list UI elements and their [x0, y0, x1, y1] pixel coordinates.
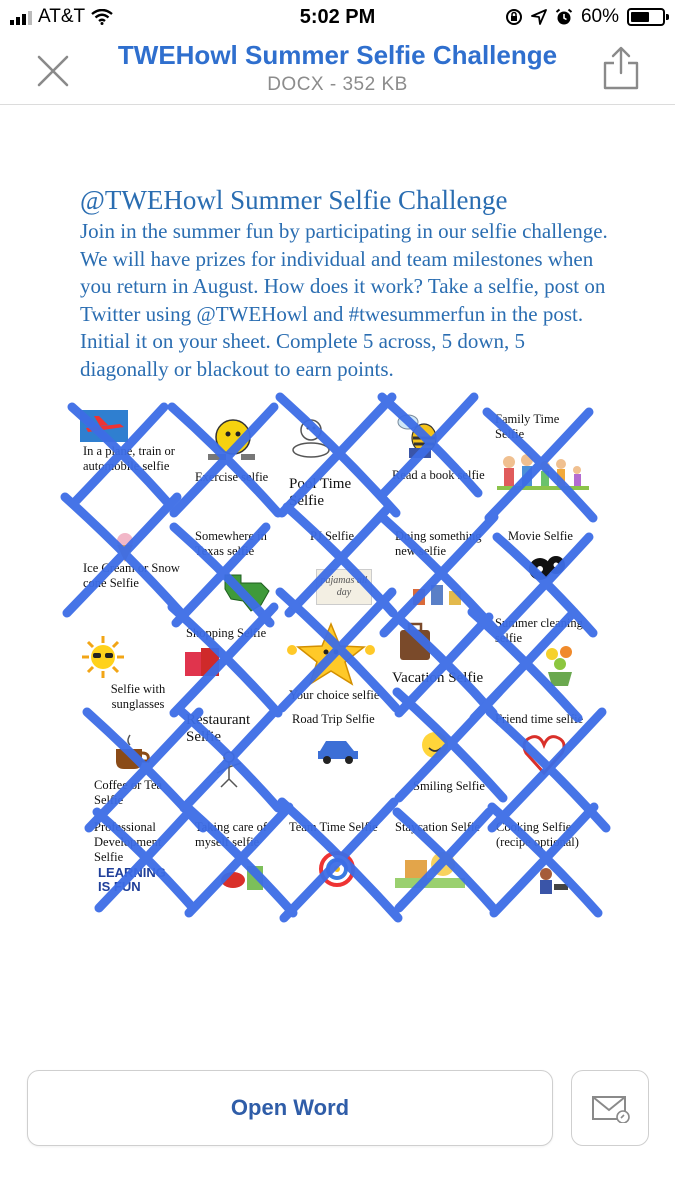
- square-label: PJ Selfie: [310, 529, 355, 543]
- bingo-square: [492, 612, 595, 713]
- cooking-chef-icon: [530, 864, 570, 898]
- document-preview[interactable]: [0, 105, 675, 1055]
- heart-icon: [520, 733, 568, 777]
- bingo-square: [492, 511, 595, 612]
- battery-icon: [627, 8, 665, 26]
- bingo-square: [286, 713, 389, 814]
- square-label: Restaurant Selfie: [186, 712, 251, 745]
- square-label: Team Time Selfie: [289, 820, 378, 834]
- smiling-sun-icon: [413, 723, 457, 767]
- bingo-square: [492, 814, 595, 915]
- square-label: Vacation Selfie: [392, 670, 484, 686]
- mail-button[interactable]: [571, 1070, 649, 1146]
- bingo-square: [80, 410, 183, 511]
- battery-fill: [631, 12, 649, 22]
- open-word-button[interactable]: Open Word: [27, 1070, 553, 1146]
- pajamas-sign: pajamas all day: [316, 569, 372, 605]
- bingo-square: [183, 410, 286, 511]
- square-label: Staycation Selfie: [395, 820, 481, 834]
- family-icon: [497, 448, 589, 496]
- square-label: Friend time selfie: [495, 712, 584, 726]
- square-label: Family Time Selfie: [495, 412, 560, 441]
- texas-map-icon: [221, 571, 273, 613]
- suitcase-icon: [397, 622, 433, 662]
- bingo-square: [183, 612, 286, 713]
- self-care-icon: [213, 856, 273, 898]
- file-info: DOCX - 352 KB: [267, 74, 408, 95]
- square-label: Shopping Selfie: [186, 626, 267, 640]
- bingo-square: [286, 410, 389, 511]
- rotation-lock-icon: [505, 8, 523, 26]
- square-label: Cooking Selfie (recipe optional): [496, 820, 579, 849]
- square-label: In a plane, train or automobile selfie: [83, 444, 175, 473]
- square-label: Professional Development Selfie: [94, 820, 162, 864]
- share-icon[interactable]: [601, 46, 641, 90]
- team-hands-icon: [314, 848, 360, 890]
- square-label: Doing something new selfie: [395, 529, 482, 558]
- sun-sunglasses-icon: [80, 634, 126, 680]
- exercise-icon: [203, 412, 258, 467]
- doc-heading: @TWEHowl Summer Selfie Challenge: [80, 185, 508, 215]
- bee-reading-icon: [394, 412, 449, 464]
- staycation-icon: [395, 846, 465, 892]
- bingo-square: [492, 410, 595, 511]
- square-label: Taking care of myself selfie: [195, 820, 268, 849]
- bingo-square: [183, 511, 286, 612]
- status-time: 5:02 PM: [299, 6, 376, 28]
- bingo-square: [183, 814, 286, 915]
- bingo-square: [80, 511, 183, 612]
- bingo-square: [183, 713, 286, 814]
- bingo-square: [80, 713, 183, 814]
- square-label: Pool Time Selfie: [289, 476, 352, 509]
- star-thumbs-up-icon: [286, 620, 376, 686]
- carrier-label: AT&T: [38, 6, 86, 27]
- bingo-square: [389, 713, 492, 814]
- bingo-square: [389, 511, 492, 612]
- square-label: Summer cleaning selfie: [495, 616, 583, 645]
- document-title: TWEHowl Summer Selfie Challenge: [117, 40, 558, 70]
- ice-cream-icon: [110, 531, 140, 563]
- bingo-square: [286, 511, 389, 612]
- battery-percent: 60%: [580, 6, 619, 27]
- square-label: Coffee or Tea Selfie: [94, 778, 163, 807]
- learning-is-fun-art: LEARNING IS FUN: [98, 865, 166, 894]
- bingo-square: [389, 814, 492, 915]
- bingo-square: [492, 713, 595, 814]
- square-label: Selfie with sunglasses: [110, 682, 166, 711]
- mail-attachment-icon: [590, 1093, 630, 1123]
- status-bar: [0, 0, 675, 36]
- film-reel-icon: [526, 553, 570, 591]
- bingo-grid: [80, 410, 595, 915]
- alarm-icon: [555, 8, 573, 26]
- status-right: [505, 6, 665, 28]
- shopping-bags-icon: [183, 642, 223, 678]
- square-label: Movie Selfie: [508, 529, 573, 543]
- bingo-square: [389, 410, 492, 511]
- square-label: Road Trip Selfie: [292, 712, 375, 726]
- square-label: Your choice selfie: [289, 688, 380, 702]
- square-label: Smiling Selfie: [413, 779, 485, 793]
- square-label: Somewhere in Texas selfie: [195, 529, 267, 558]
- pool-float-icon: [286, 412, 336, 462]
- new-activity-icon: [409, 579, 464, 611]
- waiter-icon: [209, 749, 249, 789]
- coffee-cup-icon: [112, 731, 152, 773]
- square-label: Read a book selfie: [392, 468, 485, 482]
- bingo-square: [389, 612, 492, 713]
- square-label: Exercise selfie: [195, 470, 269, 484]
- flower-pot-icon: [540, 642, 580, 688]
- airplane-icon: [80, 410, 128, 442]
- viewer-header: [0, 36, 675, 105]
- bingo-square: [286, 814, 389, 915]
- bingo-square: [80, 612, 183, 713]
- car-icon: [314, 735, 362, 765]
- square-label: Ice Cream or Snow cone Selfie: [83, 561, 180, 590]
- doc-instructions: Join in the summer fun by participating in our selfie challenge. We will have prizes for individual and team milestones when you return in August. How does it work? Take a selfie, post on Twitter using @TWEHowl and #twesummerfun in the post. Initial it on your sheet. Complete 5 across, 5 down, 5 diagonally or blackout to earn points.: [80, 219, 608, 381]
- bingo-square: [286, 612, 389, 713]
- location-icon: [531, 9, 547, 25]
- bingo-square: [80, 814, 183, 915]
